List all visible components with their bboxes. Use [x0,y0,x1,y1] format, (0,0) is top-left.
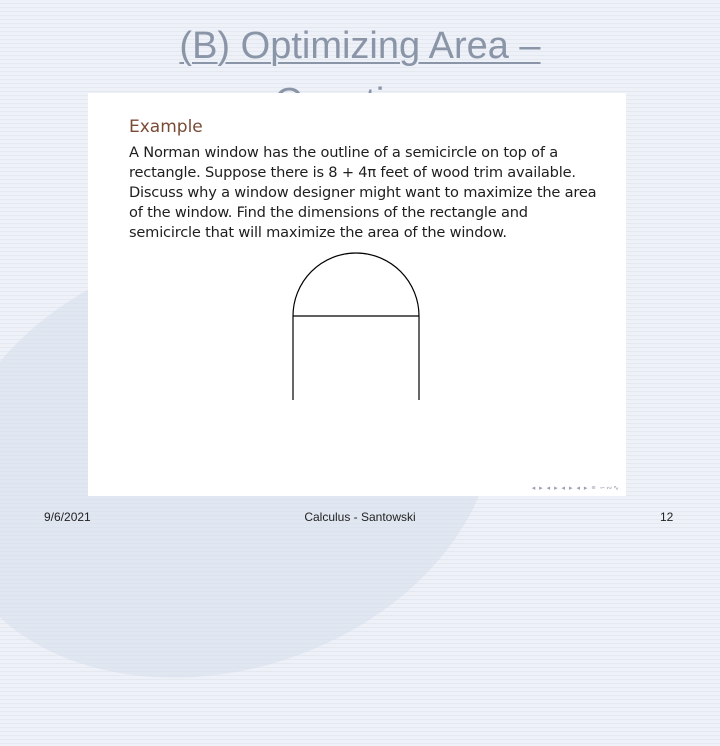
footer-course: Calculus - Santowski [304,510,416,524]
example-line: A Norman window has the outline of a semicircle on top of a [129,144,558,161]
example-line: of the window. Find the dimensions of the rectangle and [129,204,528,221]
example-line: Discuss why a window designer might want to maximize the area [129,184,597,201]
footer-page-number: 12 [660,510,674,524]
norman-window-diagram [288,248,428,408]
semicircle-arc [293,253,419,316]
example-line: semicircle that will maximize the area of the window. [129,224,507,241]
example-heading: Example [129,117,203,137]
slide-title: (B) Optimizing Area – [179,25,541,67]
footer-date: 9/6/2021 [44,510,91,524]
beamer-navigation-controls[interactable]: ◂ ▸ ◂ ▸ ◂ ▸ ◂ ▸ ≡ ∽∾∿ [531,485,620,492]
example-line: rectangle. Suppose there is 8 + 4π feet of wood trim available. [129,164,576,181]
example-text [129,143,599,243]
example-panel [88,93,626,496]
